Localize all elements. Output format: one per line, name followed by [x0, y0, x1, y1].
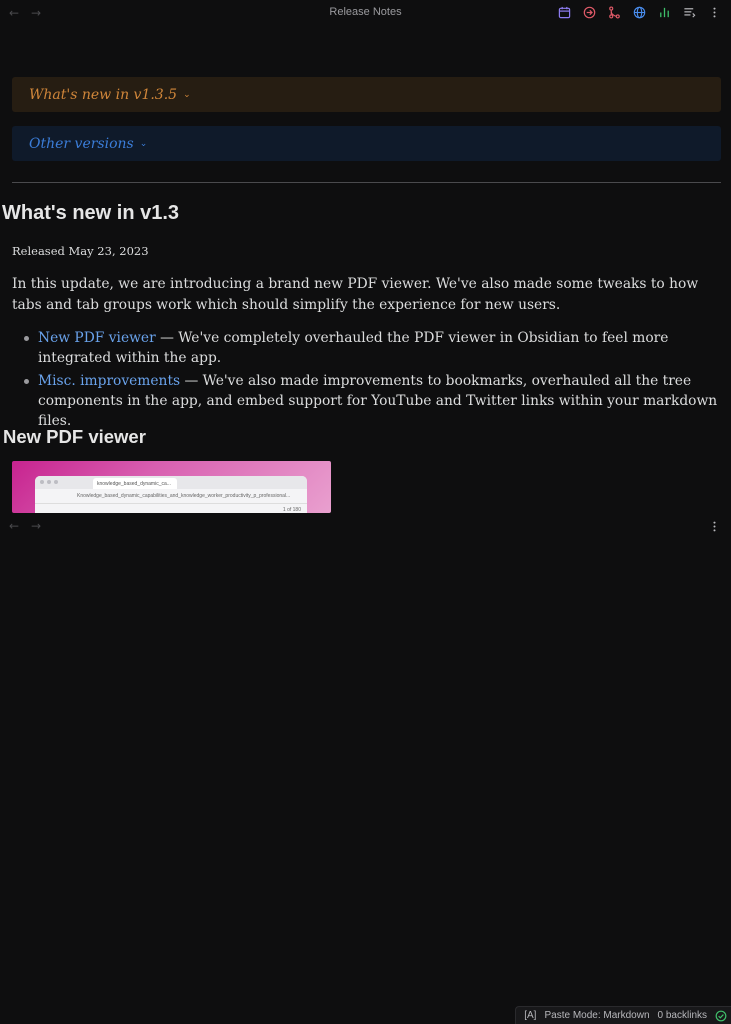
globe-icon[interactable] [631, 4, 648, 21]
arrow-right-icon[interactable]: → [30, 519, 42, 533]
callout-whats-new[interactable] [12, 77, 721, 112]
horizontal-rule [12, 182, 721, 183]
screenshot-url: Knowledge_based_dynamic_capabilities_and_knowledge_worker_productivity_p_professional... [77, 493, 291, 499]
section-heading: New PDF viewer [3, 426, 146, 447]
link-misc-improvements[interactable]: Misc. improvements [38, 373, 181, 389]
screenshot-page-counter: 1 of 180 [282, 507, 301, 513]
backlinks-count[interactable]: 0 backlinks [657, 1010, 707, 1021]
screenshot-tab: knowledge_based_dynamic_ca... [93, 478, 177, 489]
view-title: Release Notes [329, 6, 402, 18]
page-heading: What's new in v1.3 [2, 202, 180, 224]
list-item-text: — We've completely overhauled the PDF viewer in Obsidian to feel more integrated within the app. [38, 330, 669, 366]
pdf-viewer-screenshot [12, 461, 331, 513]
release-date: Released May 23, 2023 [12, 244, 149, 258]
status-bar [515, 1006, 731, 1024]
arrow-left-icon[interactable]: ← [8, 519, 20, 533]
check-circle-icon[interactable] [715, 1010, 727, 1022]
screenshot-divider [35, 503, 307, 504]
git-branch-icon[interactable] [606, 4, 623, 21]
bar-chart-icon[interactable] [656, 4, 673, 21]
more-options-icon[interactable] [706, 4, 723, 21]
calendar-icon[interactable] [556, 4, 573, 21]
arrow-left-icon[interactable]: ← [8, 6, 20, 20]
feature-list [22, 328, 722, 434]
callout-other-versions[interactable] [12, 126, 721, 161]
history-nav [6, 518, 44, 534]
intro-paragraph: In this update, we are introducing a brand new PDF viewer. We've also made some tweaks to how tabs and tab groups work which should simplify the experience for new users. [12, 276, 699, 313]
link-new-pdf-viewer[interactable]: New PDF viewer [38, 330, 156, 346]
more-options-icon[interactable] [708, 518, 721, 537]
paste-mode[interactable]: Paste Mode: Markdown [544, 1010, 650, 1021]
callout-whats-new-title: What's new in v1.3.5 [29, 86, 178, 103]
arrow-right-icon[interactable]: → [30, 6, 42, 20]
outline-list-icon[interactable] [681, 4, 698, 21]
history-nav [6, 5, 44, 21]
circle-arrow-right-icon[interactable] [581, 4, 598, 21]
chevron-down-icon: ⌄ [139, 138, 148, 149]
list-item-text: — We've also made improvements to bookmarks, overhauled all the tree components in the app, and embed support for YouTube and Twitter links within your markdown files. [38, 373, 718, 429]
view-actions [556, 4, 723, 21]
screenshot-tabstrip [35, 476, 307, 489]
screenshot-window [35, 476, 307, 513]
chevron-down-icon: ⌄ [183, 89, 191, 100]
top-bar [0, 0, 731, 26]
callout-other-versions-title: Other versions [29, 135, 134, 152]
window-controls [40, 480, 58, 484]
mode-tag[interactable]: [A] [524, 1010, 537, 1021]
list-item [22, 371, 722, 431]
secondary-pane-header [0, 518, 731, 534]
list-item [22, 328, 722, 368]
